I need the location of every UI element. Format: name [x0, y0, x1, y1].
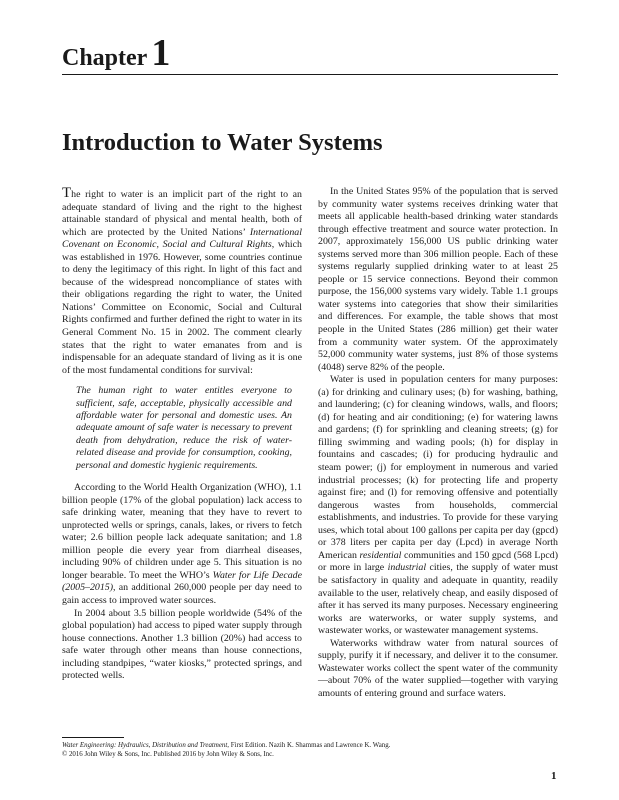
chapter-title: Introduction to Water Systems: [62, 129, 383, 156]
right-column: [318, 186, 558, 700]
paragraph-text: , an additional 260,000 people per day need to gain access to improved water sources.: [62, 582, 302, 606]
paragraph-text: Water is used in population centers for many purposes: (a) for drinking and culinary uses; (b) for washing, bathing, and laundering; (c) for cleaning windows, walls, and floors; (d) for heating and air conditioning; (e) for watering lawns and gardens; (f) for sprinkling and cleaning streets; (g) for filling swimming and wading pools; (h) for display in fountains and cascades; (i) for producing hydraulic and steam power; (j) for employment in numerous and varied industrial processes; (k) for protecting life and property against fire; and (l) for removing offensive and potentially dangerous wastes from households, commercial establishments, and industries. To provide for these varying uses, which total about 100 gallons per capita per day (gpcd) or 378 liters per capita per day (Lpcd) in average North American: [318, 374, 558, 561]
emphasis-industrial: industrial: [387, 562, 427, 574]
footnote-line: [62, 741, 558, 750]
block-quote: The human right to water entitles everyone to sufficient, safe, acceptable, physically accessible and affordable water for personal and domestic uses. An adequate amount of safe water is necessary to prevent death from dehydration, reduce the risk of water-related disease and provide for consumption, cooking, personal and domestic hygienic requirements.: [76, 385, 292, 471]
footnote: [62, 741, 558, 759]
paragraph: [62, 482, 302, 607]
paragraph-text: According to the World Health Organization (WHO), 1.1 billion people (17% of the global population) lack access to safe drinking water, meaning that they have to revert to unprotected wells or springs, canals, lakes, or rivers to fetch water; 2.6 billion people lack adequate sanitation; and 1.8 million people die every year from diarrheal diseases, including 90% of children under age 5. This situation is no longer bearable. To meet the WHO’s: [62, 482, 302, 581]
footnote-text: , First Edition. Nazih K. Shammas and Lawrence K. Wang.: [227, 742, 391, 749]
decade-title: Water for Life Decade (2005–2015): [62, 569, 302, 594]
copyright-line: © 2016 John Wiley & Sons, Inc. Published 2016 by John Wiley & Sons, Inc.: [62, 751, 274, 758]
paragraph-text: cities, the supply of water must be satisfactory in quality and adequate in quantity, readily available to the user, relatively cheap, and easily disposed of after it has served its many purposes. Necessary engineering works are waterworks, or water supply systems, and wastewater works, or wastewater management systems.: [318, 562, 558, 637]
page-number: 1: [551, 770, 557, 782]
covenant-title: International Covenant on Economic, Social and Cultural Rights: [62, 226, 302, 251]
chapter-rule: [62, 74, 558, 75]
paragraph: Waterworks withdraw water from natural sources of supply, purify it if necessary, and deliver it to the consumer. Wastewater works collect the spent water of the community—about 70% of the water supplied—together with varying amounts of entering ground and surface waters.: [318, 637, 558, 699]
left-column: [62, 186, 302, 683]
book-title: Water Engineering: Hydraulics, Distribution and Treatment: [62, 742, 228, 749]
drop-cap: T: [62, 185, 72, 201]
paragraph: In 2004 about 3.5 billion people worldwide (54% of the global population) had access to piped water supply through house connections. Another 1.3 billion (20%) had access to safe water through other means than house connections, including standpipes, “water kiosks,” protected springs, and protected wells.: [62, 607, 302, 682]
chapter-label: Chapter: [62, 45, 148, 71]
paragraph-text: , which was established in 1976. However, some countries continue to deny the legitimacy of this right. In light of this fact and because of the widespread noncompliance of states with their obligations regarding the right to water, the United Nations’ Committee on Economic, Social and Cultural Rights confirmed and further defined the right to water in its General Comment No. 15 in 2002. The comment clearly states that the right to water emanates from and is indispensable for an adequate standard of living as it is one of the most fundamental conditions for survival:: [62, 239, 302, 376]
paragraph: In the United States 95% of the population that is served by community water systems receives drinking water that meets all applicable health-based drinking water standards through effective treatment and source water protection. In 2007, approximately 156,000 US public drinking water systems served more than 306 million people. Each of these systems regularly supplied drinking water to at least 25 people or 15 service connections. Beyond their common purpose, the 156,000 systems vary widely. Table 1.1 groups water systems into categories that show their similarities and differences. For example, the table shows that most people in the United States (286 million) get their water from a community water system. Of the approximately 52,000 community water systems, just 8% of those systems (4048) serve 82% of the people.: [318, 186, 558, 373]
chapter-number: 1: [151, 32, 171, 74]
paragraph-text: communities and 150 gpcd (568 Lpcd) or more in large: [318, 549, 558, 574]
paragraph-text: he right to water is an implicit part of the right to an adequate standard of living and the right to the highest attainable standard of physical and mental health, both of which are protected by the United Nations’: [62, 189, 302, 238]
chapter-heading: [62, 34, 170, 72]
paragraph: [318, 374, 558, 637]
paragraph: [62, 186, 302, 377]
emphasis-residential: residential: [359, 549, 402, 561]
footnote-rule: [62, 737, 124, 738]
